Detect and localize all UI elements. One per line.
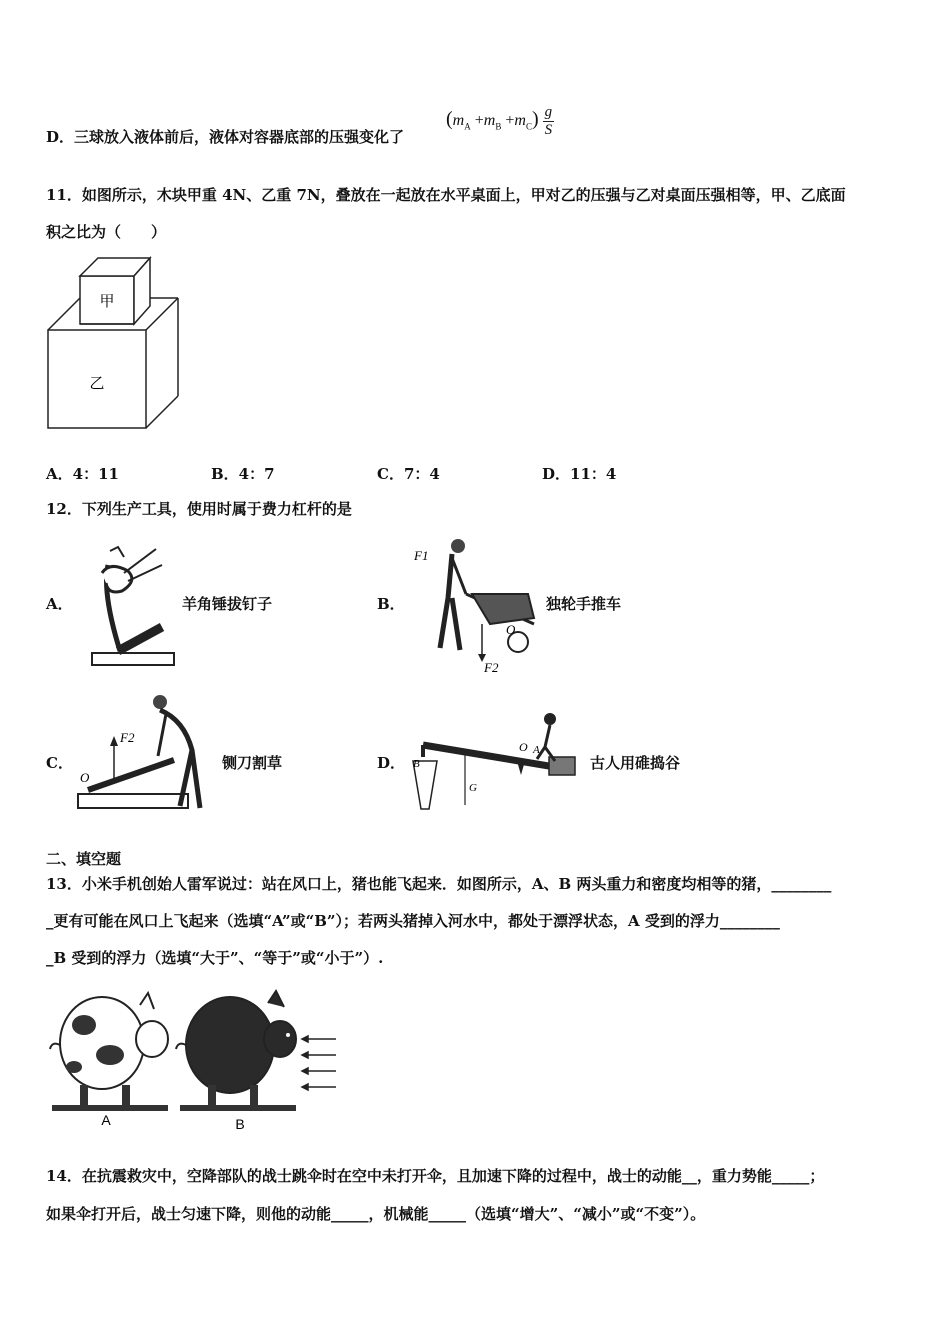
q12-option-a-label: 羊角锤拔钉子	[182, 595, 273, 613]
section-title: 二、填空题	[46, 850, 122, 868]
q12-option-a-letter[interactable]: A．	[46, 595, 73, 613]
q14-line1: 14．在抗震救灾中，空降部队的战士跳伞时在空中未打开伞，且加速下降的过程中，战士的动能__，重力势能_____；	[46, 1167, 825, 1185]
q12-option-d-letter[interactable]: D．	[377, 754, 406, 772]
q12-option-b-label: 独轮手推车	[546, 595, 622, 613]
q11-blocks-figure	[40, 250, 190, 440]
pestle-image	[405, 705, 585, 820]
q11-option-d[interactable]: D．11：4	[542, 465, 617, 483]
q10-formula: $(m_A +m_B +m_C)$ $\frac{g}{S}$	[446, 104, 553, 138]
q13-line1: 13．小米手机创始人雷军说过：站在风口上，猪也能飞起来．如图所示，A、B 两头重力和密度均相等的猪，________	[46, 875, 832, 893]
claw-hammer-image	[88, 543, 178, 673]
q12-option-b-letter[interactable]: B．	[377, 595, 405, 613]
block-yi-label: 乙	[89, 374, 105, 392]
pig-a	[50, 993, 168, 1111]
q13-line2: _更有可能在风口上飞起来（选填“A”或“B”）；若两头猪掉入河水中，都处于漂浮状态，A 受到的浮力________	[46, 912, 780, 930]
q14-line2: 如果伞打开后，战士匀速下降，则他的动能_____，机械能_____（选填“增大”、“减小”或“不变”）。	[46, 1205, 706, 1223]
q11-option-a[interactable]: A．4：11	[46, 465, 119, 483]
pestle-b-label: B	[413, 758, 420, 770]
hay-cutter-image	[74, 690, 219, 820]
wheelbarrow-f2-label: F2	[484, 660, 499, 675]
pigs-figure	[44, 985, 344, 1135]
wind-arrows	[302, 1036, 336, 1090]
hay-cutter-f2-label: F2	[120, 730, 135, 745]
pig-a-label: A	[101, 1112, 111, 1128]
block-jia	[80, 258, 150, 324]
hay-cutter-pivot-label: O	[80, 770, 90, 785]
wheelbarrow-pivot-label: O	[506, 622, 516, 637]
q11-option-b[interactable]: B．4：7	[211, 465, 275, 483]
q13-line3: _B 受到的浮力（选填“大于”、“等于”或“小于”）.	[46, 949, 384, 967]
wheelbarrow-f1-label: F1	[414, 548, 429, 563]
q12-option-d-label: 古人用碓捣谷	[590, 754, 681, 772]
q12-stem: 12．下列生产工具，使用时属于费力杠杆的是	[46, 500, 352, 518]
pestle-g-label: G	[469, 782, 477, 794]
q11-stem-line2: 积之比为（ ）	[46, 223, 167, 241]
pestle-a-label: A	[533, 744, 540, 756]
q12-option-c-letter[interactable]: C．	[46, 754, 73, 772]
wheelbarrow-image	[410, 538, 545, 678]
pig-b	[176, 991, 296, 1111]
q11-option-c[interactable]: C．7：4	[377, 465, 440, 483]
pestle-pivot-label: O	[519, 740, 528, 754]
q12-option-c-label: 铡刀割草	[222, 754, 283, 772]
q10-option-d-text: D．三球放入液体前后，液体对容器底部的压强变化了	[46, 128, 405, 146]
block-jia-label: 甲	[99, 292, 115, 310]
q11-stem-line1: 11．如图所示，木块甲重 4N、乙重 7N，叠放在一起放在水平桌面上，甲对乙的压强与乙对桌面压强相等，甲、乙底面	[46, 186, 846, 204]
pig-b-label: B	[235, 1116, 245, 1132]
